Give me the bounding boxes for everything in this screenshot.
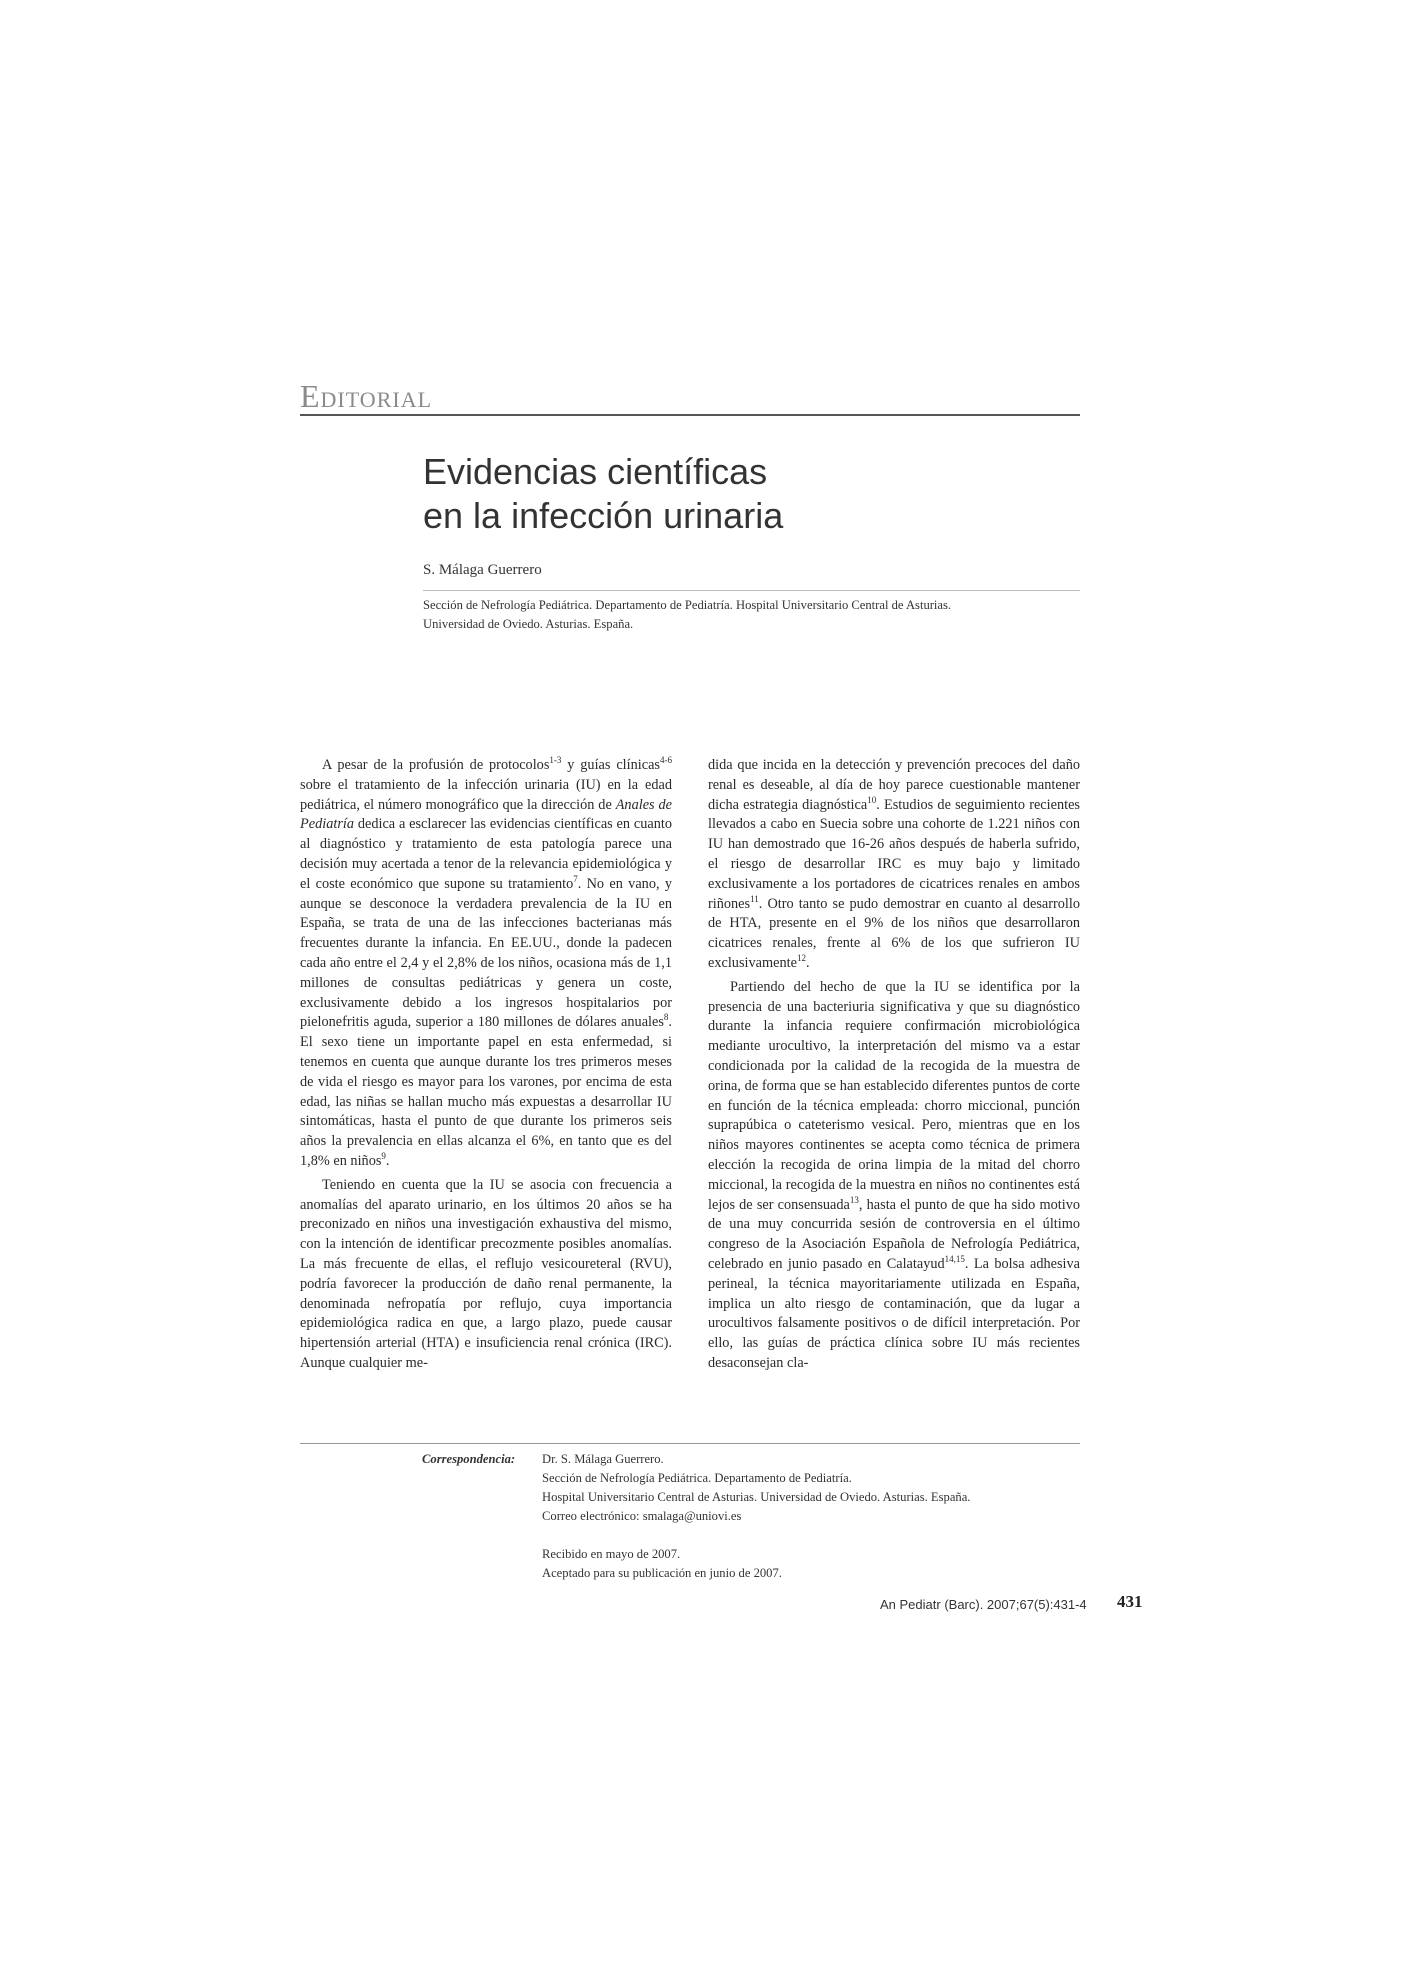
title-line-1: Evidencias científicas	[423, 451, 768, 492]
citation-superscript: 7	[573, 874, 578, 885]
spacer	[542, 1526, 1083, 1545]
correspondence-line: Sección de Nefrología Pediátrica. Departamento de Pediatría.	[542, 1471, 852, 1485]
correspondence-block	[423, 1450, 1083, 1583]
accepted-date: Aceptado para su publicación en junio de 2007.	[542, 1566, 782, 1580]
citation-superscript: 14,15	[944, 1254, 965, 1265]
correspondence-label: Correspondencia:	[422, 1452, 516, 1466]
paragraph: Teniendo en cuenta que la IU se asocia con frecuencia a anomalías del aparato urinario, en los últimos 20 años se ha preconizado en niños una investigación exhaustiva del mismo, con la intención de identificar precozmente posibles anomalías. La más frecuente de ellas, el reflujo vesicoureteral (RVU), podría favorecer la producción de daño renal permanente, la denominada nefropatía por reflujo, cuya importancia epidemiológica radica en que, a largo plazo, puede causar hipertensión arterial (HTA) e insuficiencia renal crónica (IRC). Aunque cualquier me-	[300, 1176, 672, 1371]
journal-name: Anales de Pediatría	[300, 796, 672, 833]
title-line-2: en la infección urinaria	[423, 495, 784, 536]
affiliation-line-1: Sección de Nefrología Pediátrica. Departamento de Pediatría. Hospital Universitario Central de Asturias.	[423, 598, 952, 612]
section-label: Editorial	[300, 378, 433, 414]
citation-superscript: 13	[849, 1194, 859, 1205]
citation-superscript: 1-3	[549, 755, 562, 766]
citation-superscript: 11	[750, 893, 759, 904]
article-title-block	[423, 450, 1063, 538]
correspondence-divider	[300, 1443, 1080, 1444]
affiliation-line-2: Universidad de Oviedo. Asturias. España.	[423, 617, 634, 631]
correspondence-line: Dr. S. Málaga Guerrero.	[542, 1452, 664, 1466]
journal-citation: An Pediatr (Barc). 2007;67(5):431-4	[880, 1597, 1087, 1612]
correspondence-email: Correo electrónico: smalaga@uniovi.es	[542, 1509, 742, 1523]
citation-superscript: 4-6	[660, 755, 672, 766]
body-column-left	[300, 756, 672, 1374]
author: S. Málaga Guerrero	[423, 562, 542, 578]
paragraph: Partiendo del hecho de que la IU se identifica por la presencia de una bacteriuria significativa y que su diagnóstico durante la infancia requiere confirmación microbiológica mediante urocultivo, la interpretación del mismo va a estar condicionada por la calidad de la recogida de la muestra de orina, de forma que se han establecido diferentes puntos de corte en función de la técnica empleada: chorro miccional, punción suprapúbica o cateterismo vesical. Pero, mientras que en los niños mayores continentes se acepta como técnica de primera elección la recogida de orina limpia de la mitad del chorro miccional, la recogida de la muestra en niños no continentes está lejos de ser consensuada$^{13}$, hasta el punto de que ha sido motivo de una muy concurrida sesión de controversia en el último congreso de la Asociación Española de Nefrología Pediátrica, celebrado en junio pasado en Calatayud$^{14,15}$. La bolsa adhesiva perineal, la técnica mayoritariamente utilizada en España, implica un alto riesgo de contaminación, que da lugar a urocultivos falsamente positivos o de difícil interpretación. Por ello, las guías de práctica clínica sobre IU más recientes desaconsejan cla-	[708, 978, 1080, 1371]
received-date: Recibido en mayo de 2007.	[542, 1547, 681, 1561]
affiliation	[423, 596, 1083, 634]
paragraph: dida que incida en la detección y prevención precoces del daño renal es deseable, al día de hoy parece cuestionable mantener dicha estrategia diagnóstica$^{10}$. Estudios de seguimiento recientes llevados a cabo en Suecia sobre una cohorte de 1.221 niños con IU han demostrado que 16-26 años después de haberla sufrido, el riesgo de desarrollar IRC es muy bajo y limitado exclusivamente a los portadores de cicatrices renales en ambos riñones$^{11}$. Otro tanto se pudo demostrar en cuanto al desarrollo de HTA, presente en el 9% de los niños que desarrollaron cicatrices renales, frente al 6% de los que sufrieron IU exclusivamente$^{12}$.	[708, 757, 1080, 971]
article-title	[423, 450, 1063, 538]
body-column-right	[708, 756, 1080, 1374]
citation-superscript: 10	[867, 794, 877, 805]
citation-superscript: 12	[796, 953, 806, 964]
citation-superscript: 8	[663, 1012, 669, 1023]
paragraph: A pesar de la profusión de protocolos$^{1-3}$ y guías clínicas$^{4-6}$ sobre el tratamiento de la infección urinaria (IU) en la edad pediátrica, el número monográfico que la dirección de Anales de Pediatría dedica a esclarecer las evidencias científicas en cuanto al diagnóstico y tratamiento de esta patología parece una decisión muy acertada a tenor de la relevancia epidemiológica y el coste económico que supone su tratamiento$^7$. No en vano, y aunque se desconoce la verdadera prevalencia de la IU en España, se trata de una de las infecciones bacterianas más frecuentes durante la infancia. En EE.UU., donde la padecen cada año entre el 2,4 y el 2,8% de los niños, ocasiona más de 1,1 millones de consultas pediátricas y genera un coste, exclusivamente debido a los ingresos hospitalarios por pielonefritis aguda, superior a 180 millones de dólares anuales$^8$. El sexo tiene un importante papel en esta enfermedad, si tenemos en cuenta que aunque durante los tres primeros meses de vida el riesgo es mayor para los varones, por encima de esta edad, las niñas se hallan mucho más expuestas a desarrollar IU sintomáticas, hasta el punto de que durante los primeros seis años la prevalencia en ellas alcanza el 6%, en tanto que es del 1,8% en niños$^9$.	[300, 755, 672, 1169]
affiliation-divider	[423, 590, 1080, 591]
correspondence-line: Hospital Universitario Central de Asturias. Universidad de Oviedo. Asturias. España.	[542, 1490, 971, 1504]
page-number: 431	[1117, 1592, 1143, 1611]
citation-superscript: 9	[381, 1151, 386, 1162]
section-header	[300, 378, 1080, 416]
